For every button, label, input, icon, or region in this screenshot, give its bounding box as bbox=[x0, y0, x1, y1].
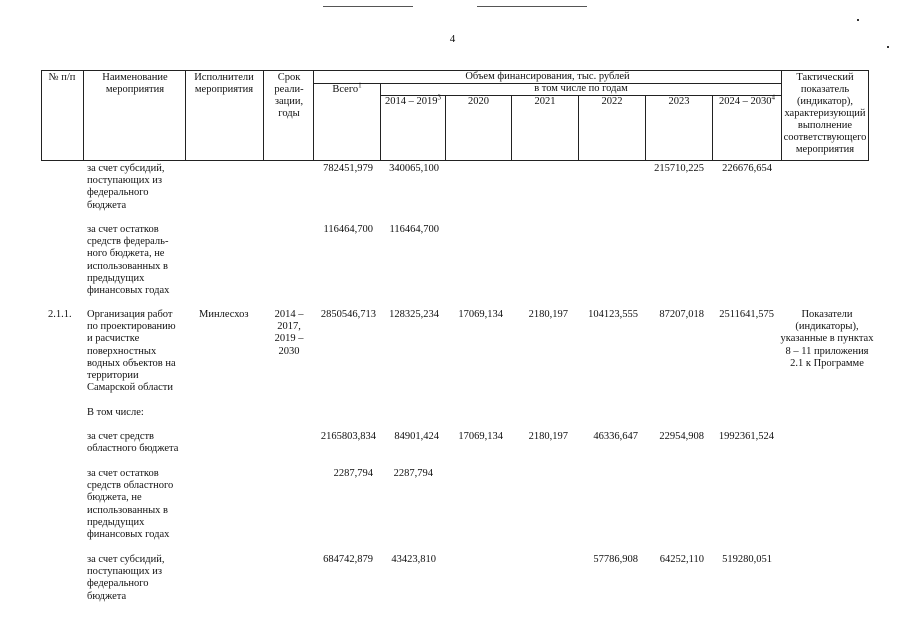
cell-2023: 64252,110 bbox=[659, 554, 704, 565]
cell-total: 684742,879 bbox=[323, 554, 373, 565]
header-incl-years: в том числе по годам bbox=[534, 83, 628, 94]
row-name: за счет остатков средств областного бюджета, не использованных в предыдущих финансовых годах bbox=[87, 468, 174, 541]
cell-2024-2030: 2511641,575 bbox=[719, 309, 774, 320]
cell-2014-2019: 340065,100 bbox=[389, 163, 439, 174]
cell-2024-2030: 226676,654 bbox=[722, 163, 772, 174]
header-total: Всего$^1$ bbox=[332, 81, 362, 95]
cell-2020: 17069,134 bbox=[458, 309, 503, 320]
row-term: 2014 – 2017, 2019 – 2030 bbox=[274, 309, 304, 357]
header-term: Срок реали-зации, годы bbox=[274, 72, 304, 119]
header-name: Наименование мероприятия bbox=[102, 72, 168, 95]
header-finance: Объем финансирования, тыс. рублей bbox=[465, 71, 630, 82]
cell-2021: 2180,197 bbox=[528, 431, 568, 442]
cell-2024-2030: 1992361,524 bbox=[718, 431, 774, 442]
header-indicator: Тактический показатель (индикатор), характеризующий выполнение соответствующего мероприятия bbox=[783, 72, 867, 155]
cell-2014-2019: 128325,234 bbox=[389, 309, 439, 320]
top-rule-right bbox=[477, 6, 587, 7]
header-year-2023: 2023 bbox=[668, 96, 690, 107]
cell-2023: 215710,225 bbox=[654, 163, 704, 174]
row-name: за счет средств областного бюджета bbox=[87, 431, 179, 455]
cell-2022: 46336,647 bbox=[593, 431, 638, 442]
cell-2014-2019: 116464,700 bbox=[389, 224, 439, 235]
scan-speck bbox=[857, 19, 859, 21]
page-number: 4 bbox=[449, 33, 456, 45]
row-name: за счет остатков средств федераль-ного бюджета, не использованных в предыдущих финансовых годах bbox=[87, 224, 170, 297]
row-name: за счет субсидий, поступающих из федерального бюджета bbox=[87, 554, 165, 602]
cell-2024-2030: 519280,051 bbox=[722, 554, 772, 565]
scan-speck bbox=[887, 46, 889, 48]
row-name: за счет субсидий, поступающих из федерального бюджета bbox=[87, 163, 165, 211]
header-executors: Исполнители мероприятия bbox=[194, 72, 254, 95]
cell-total: 2165803,834 bbox=[320, 431, 376, 442]
cell-total: 782451,979 bbox=[323, 163, 373, 174]
cell-2021: 2180,197 bbox=[528, 309, 568, 320]
cell-2023: 87207,018 bbox=[659, 309, 704, 320]
cell-2014-2019: 2287,794 bbox=[393, 468, 433, 479]
row-executor: Минлесхоз bbox=[199, 309, 249, 320]
cell-total: 2287,794 bbox=[333, 468, 373, 479]
cell-2022: 57786,908 bbox=[593, 554, 638, 565]
header-year-2021: 2021 bbox=[534, 96, 556, 107]
header-year-2020: 2020 bbox=[468, 96, 489, 107]
cell-2014-2019: 84901,424 bbox=[394, 431, 439, 442]
row-name: Организация работ по проектированию и расчистке поверхностных водных объектов на территории Самарской области bbox=[87, 309, 176, 394]
cell-2014-2019: 43423,810 bbox=[391, 554, 436, 565]
cell-2020: 17069,134 bbox=[458, 431, 503, 442]
header-year-2024-2030: 2024 – 2030$^4$ bbox=[719, 93, 775, 107]
top-rule-left bbox=[323, 6, 413, 7]
cell-total: 116464,700 bbox=[323, 224, 373, 235]
cell-2022: 104123,555 bbox=[588, 309, 638, 320]
header-year-2014-2019: 2014 – 2019$^3$ bbox=[385, 93, 441, 107]
cell-2023: 22954,908 bbox=[659, 431, 704, 442]
cell-total: 2850546,713 bbox=[320, 309, 376, 320]
row-indicator: Показатели (индикаторы), указанные в пунктах 8 – 11 приложения 2.1 к Программе bbox=[780, 309, 874, 369]
header-number: № п/п bbox=[48, 72, 76, 83]
header-year-2022: 2022 bbox=[601, 96, 623, 107]
row-name: В том числе: bbox=[87, 407, 144, 418]
row-number: 2.1.1. bbox=[48, 309, 72, 320]
table-header bbox=[41, 70, 869, 161]
